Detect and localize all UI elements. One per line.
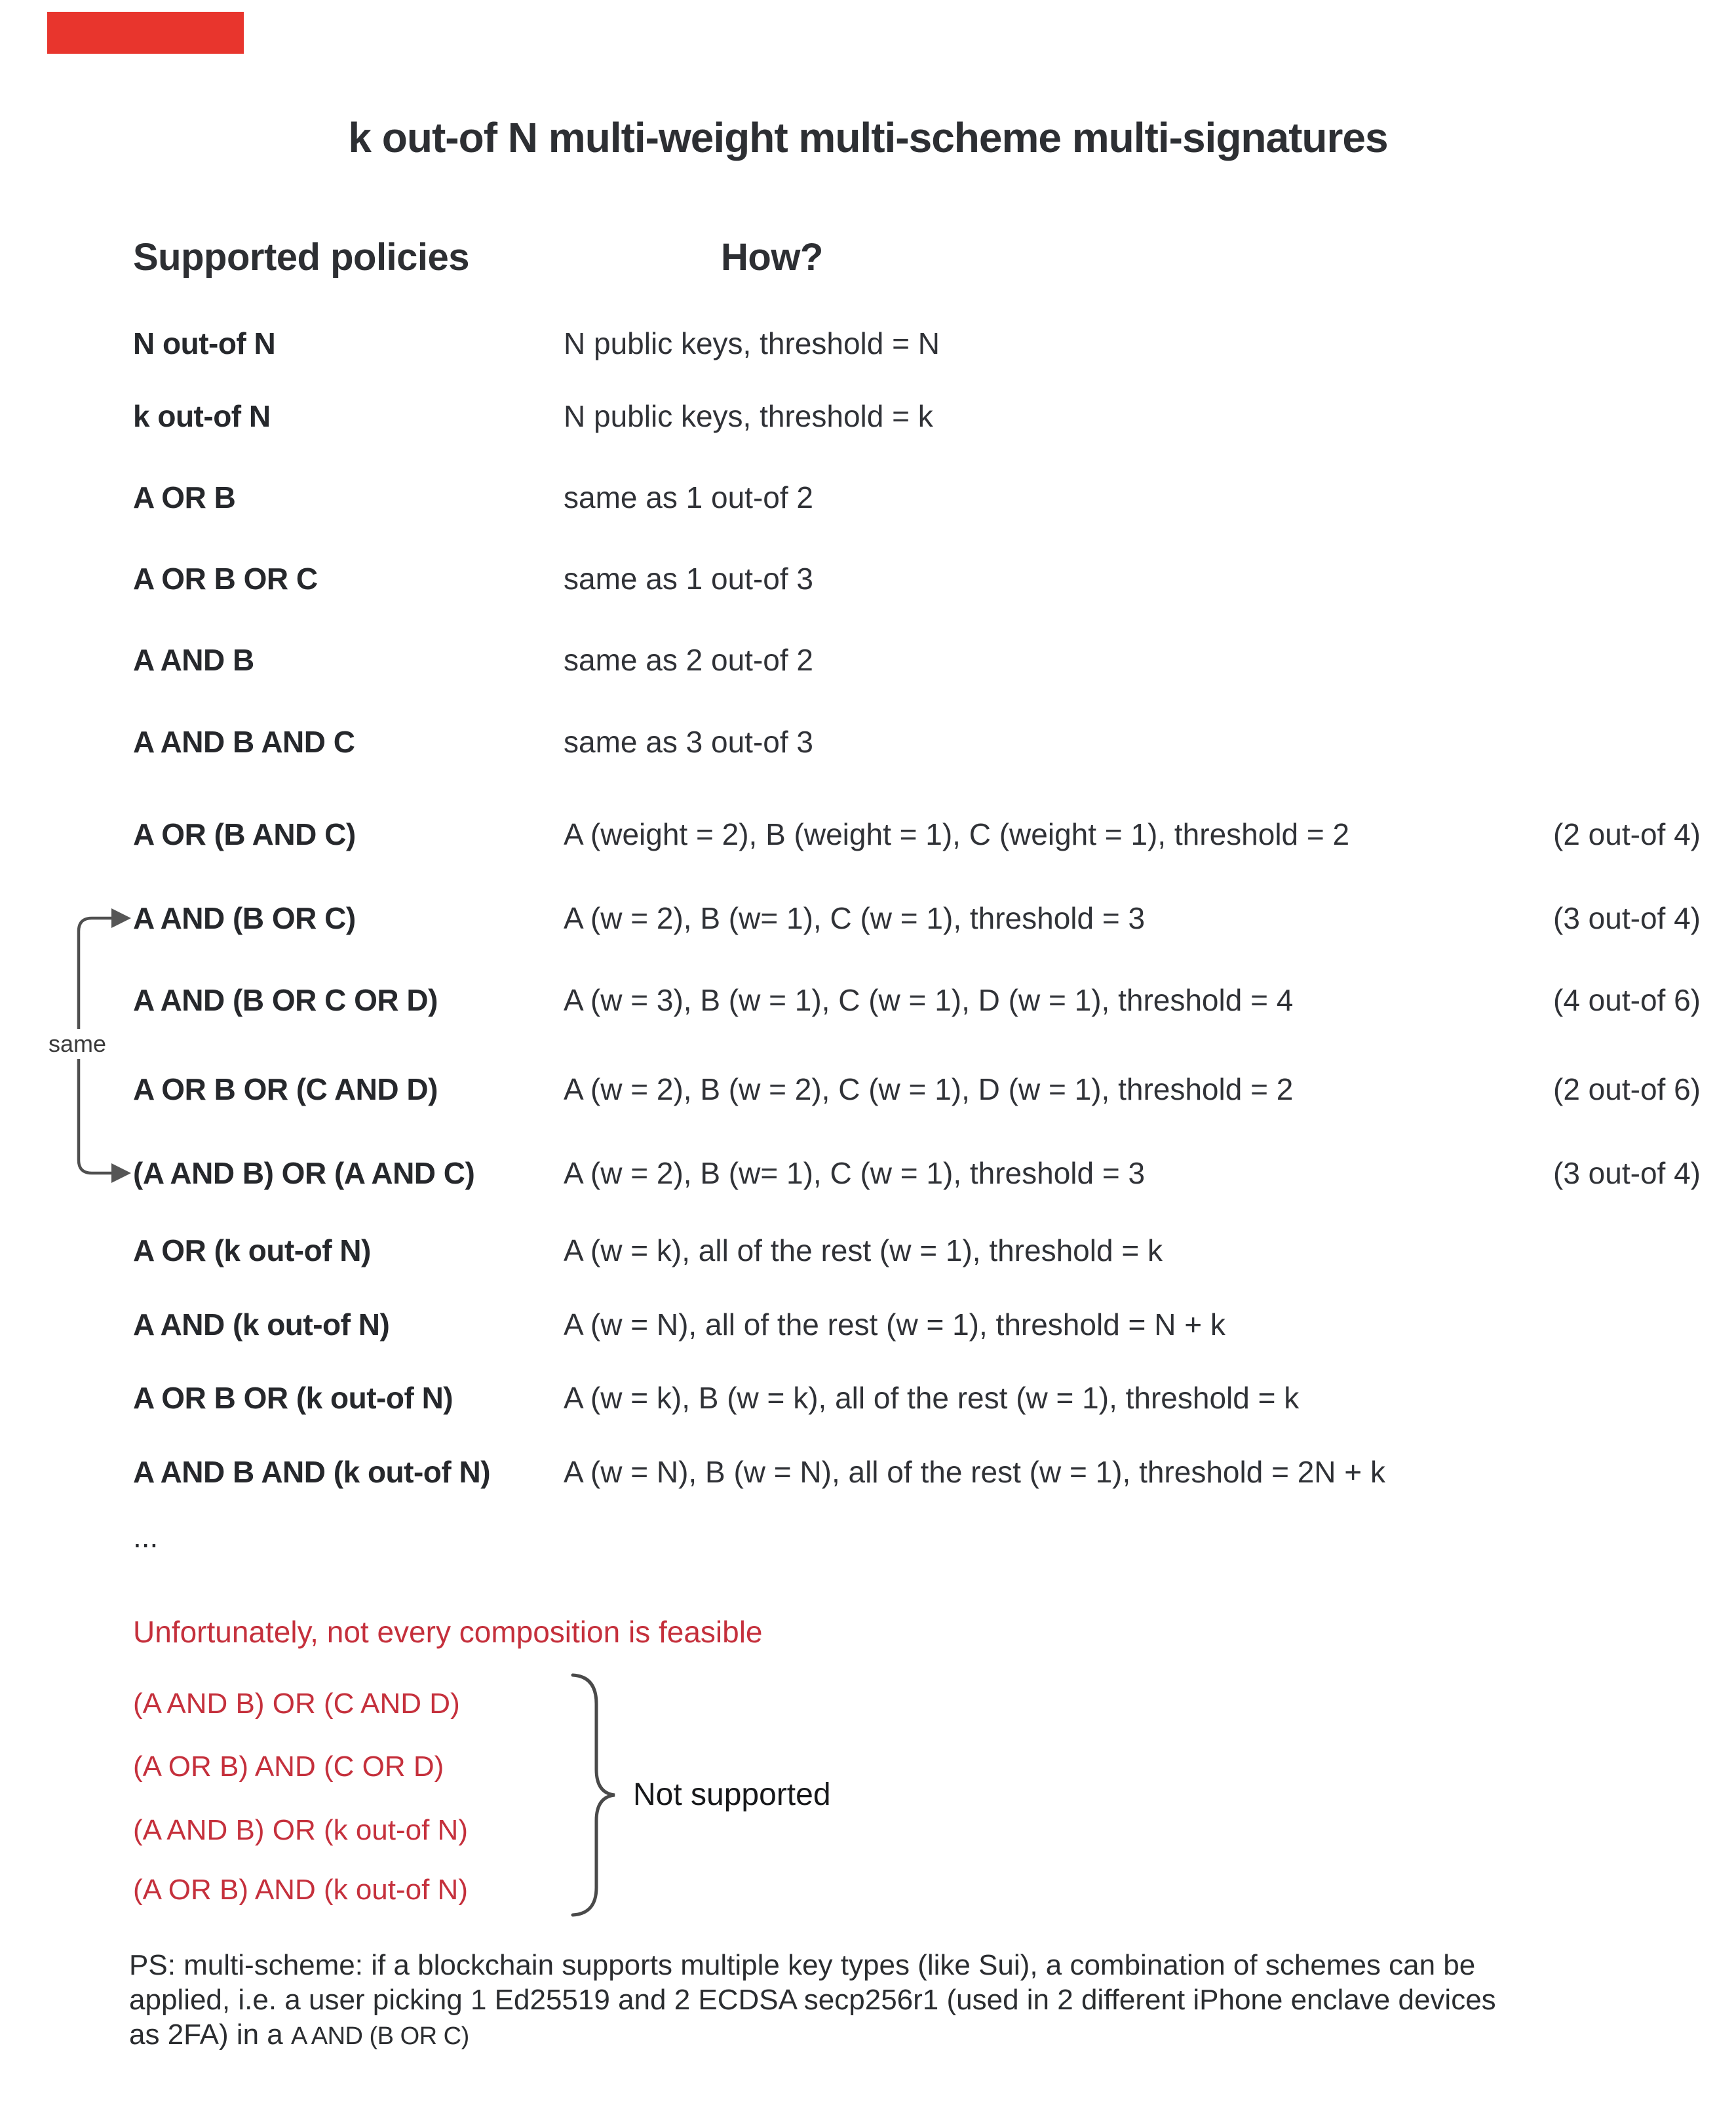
- how-text: A (weight = 2), B (weight = 1), C (weight = 1), threshold = 2: [564, 817, 1350, 851]
- out-of-note: (2 out-of 4): [1553, 817, 1701, 851]
- table-row: [0, 899, 1736, 938]
- how-text: N public keys, threshold = N: [564, 326, 940, 360]
- policy-label: A AND (k out-of N): [133, 1307, 390, 1342]
- policy-label: A OR B OR C: [133, 562, 318, 596]
- not-supported-brace: [573, 1675, 615, 1915]
- infeasible-heading: Unfortunately, not every composition is feasible: [133, 1615, 763, 1649]
- infeasible-item: (A OR B) AND (k out-of N): [133, 1874, 468, 1906]
- table-row: [0, 559, 1736, 598]
- table-row: [0, 1305, 1736, 1344]
- table-row: [0, 1070, 1736, 1109]
- how-text: same as 3 out-of 3: [564, 725, 813, 759]
- policy-label: A OR (B AND C): [133, 817, 356, 851]
- ps-note-line: PS: multi-scheme: if a blockchain supports multiple key types (like Sui), a combination of schemes can be: [129, 1949, 1476, 1981]
- how-text: A (w = 2), B (w = 2), C (w = 1), D (w = 1), threshold = 2: [564, 1072, 1294, 1106]
- table-row: [0, 722, 1736, 762]
- out-of-note: (3 out-of 4): [1553, 1156, 1701, 1190]
- ps-note-line: applied, i.e. a user picking 1 Ed25519 and 2 ECDSA secp256r1 (used in 2 different iPhone enclave devices: [129, 1984, 1496, 2016]
- table-row: [0, 1153, 1736, 1193]
- table-row: [0, 640, 1736, 680]
- policy-label: A AND B AND (k out-of N): [133, 1455, 491, 1489]
- policy-inline-code: A AND (B OR C): [291, 2022, 469, 2050]
- how-text: A (w = N), B (w = N), all of the rest (w = 1), threshold = 2N + k: [564, 1455, 1385, 1489]
- how-text: A (w = 2), B (w= 1), C (w = 1), threshold = 3: [564, 901, 1146, 935]
- how-text: same as 1 out-of 3: [564, 562, 813, 596]
- how-text: A (w = 3), B (w = 1), C (w = 1), D (w = 1), threshold = 4: [564, 983, 1294, 1017]
- how-text: same as 2 out-of 2: [564, 643, 813, 677]
- policy-label: A OR B OR (k out-of N): [133, 1381, 453, 1415]
- table-row: [0, 324, 1736, 363]
- policy-label: A AND B AND C: [133, 725, 355, 759]
- table-row: [0, 478, 1736, 517]
- column-header-supported-policies: Supported policies: [133, 236, 470, 279]
- out-of-note: (2 out-of 6): [1553, 1072, 1701, 1106]
- how-text: A (w = N), all of the rest (w = 1), threshold = N + k: [564, 1307, 1225, 1342]
- policy-label: A OR (k out-of N): [133, 1233, 371, 1267]
- table-row: [0, 1378, 1736, 1418]
- out-of-note: (3 out-of 4): [1553, 901, 1701, 935]
- table-row: [0, 1452, 1736, 1492]
- out-of-note: (4 out-of 6): [1553, 983, 1701, 1017]
- policy-label: A OR B OR (C AND D): [133, 1072, 438, 1106]
- how-text: A (w = k), B (w = k), all of the rest (w = 1), threshold = k: [564, 1381, 1300, 1415]
- ellipsis: ...: [133, 1520, 159, 1554]
- table-row: [0, 396, 1736, 436]
- infeasible-item: (A AND B) OR (k out-of N): [133, 1814, 468, 1846]
- infeasible-item: (A AND B) OR (C AND D): [133, 1688, 460, 1720]
- same-connector-label: same: [43, 1029, 111, 1059]
- column-header-how: How?: [721, 236, 823, 279]
- how-text: A (w = k), all of the rest (w = 1), threshold = k: [564, 1233, 1163, 1267]
- policy-label: A AND B: [133, 643, 254, 677]
- policy-label: N out-of N: [133, 326, 276, 360]
- ps-note: [129, 1948, 1689, 2054]
- ps-note-line: as 2FA) in a A AND (B OR C): [129, 2019, 469, 2051]
- table-row: [0, 815, 1736, 854]
- how-text: N public keys, threshold = k: [564, 399, 933, 433]
- page-title: k out-of N multi-weight multi-scheme multi-signatures: [348, 114, 1388, 161]
- policy-label: A AND (B OR C OR D): [133, 983, 438, 1017]
- table-row: [0, 980, 1736, 1020]
- how-text: same as 1 out-of 2: [564, 480, 813, 514]
- policy-label: k out-of N: [133, 399, 271, 433]
- not-supported-label: Not supported: [633, 1777, 831, 1812]
- table-row: [0, 1231, 1736, 1270]
- infeasible-item: (A OR B) AND (C OR D): [133, 1750, 444, 1783]
- policy-label: A AND (B OR C): [133, 901, 356, 935]
- how-text: A (w = 2), B (w= 1), C (w = 1), threshold = 3: [564, 1156, 1146, 1190]
- policy-label: A OR B: [133, 480, 236, 514]
- policy-label: (A AND B) OR (A AND C): [133, 1156, 475, 1190]
